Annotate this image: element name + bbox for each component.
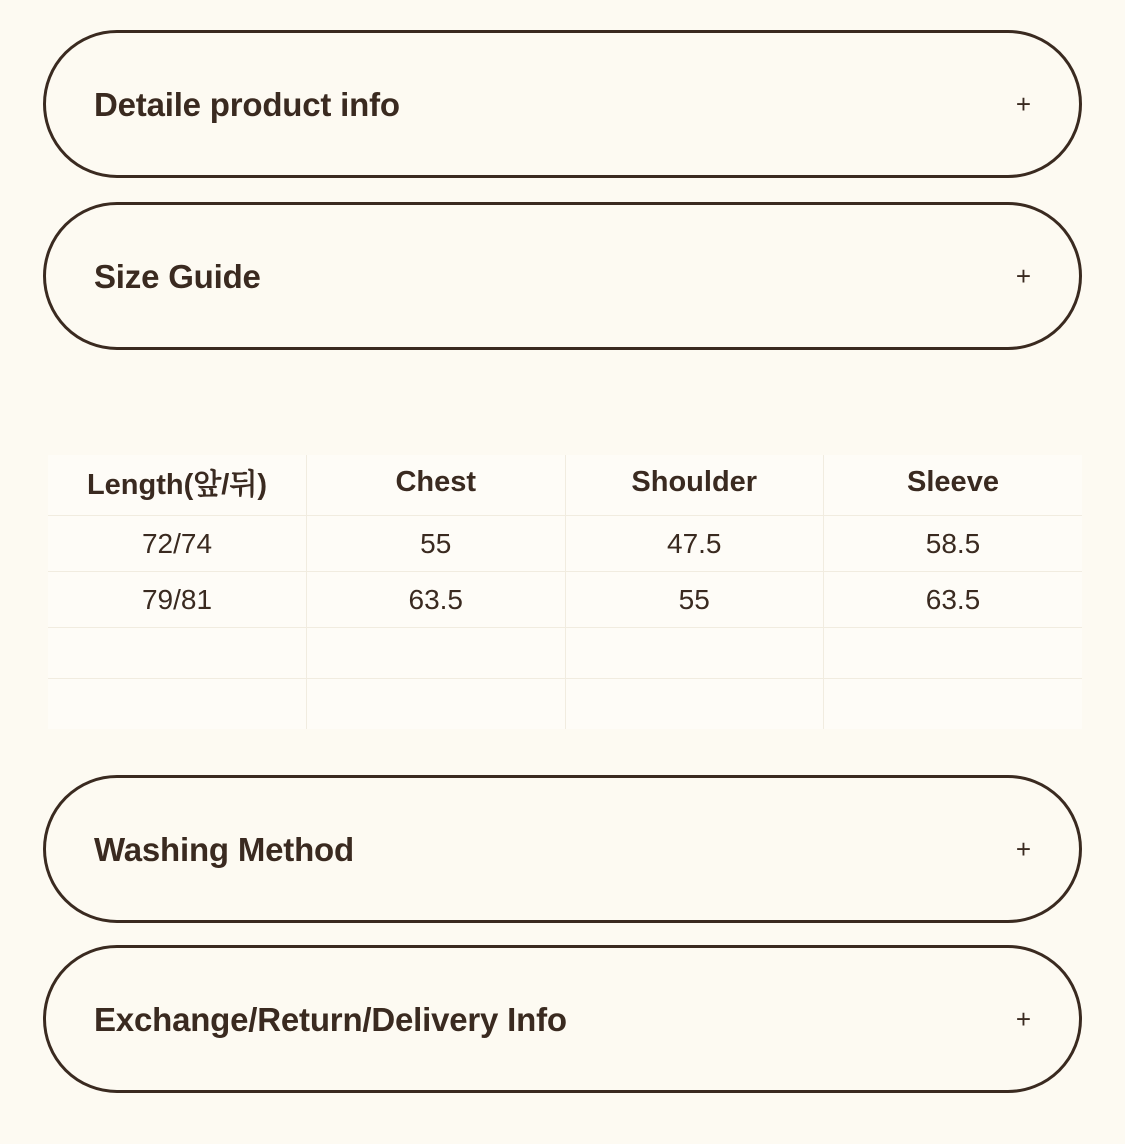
cell-chest (307, 679, 566, 730)
plus-icon[interactable]: + (1015, 89, 1031, 119)
cell-chest (307, 628, 566, 679)
plus-icon[interactable]: + (1015, 261, 1031, 291)
table-header-row (48, 455, 1082, 516)
column-header-sleeve: Sleeve (824, 455, 1083, 516)
plus-icon[interactable]: + (1015, 834, 1031, 864)
cell-sleeve (824, 679, 1083, 730)
accordion-label-size-guide: Size Guide (94, 257, 261, 295)
accordion-label-exchange-return-delivery-info: Exchange/Return/Delivery Info (94, 1000, 567, 1038)
accordion-label-detail-product-info: Detaile product info (94, 85, 400, 123)
cell-length: 79/81 (48, 572, 307, 628)
cell-sleeve (824, 628, 1083, 679)
table-row (48, 628, 1082, 679)
accordion-washing-method[interactable] (43, 775, 1082, 923)
cell-shoulder: 55 (565, 572, 824, 628)
cell-sleeve: 63.5 (824, 572, 1083, 628)
accordion-size-guide[interactable] (43, 202, 1082, 350)
table-row (48, 572, 1082, 628)
cell-length: 72/74 (48, 516, 307, 572)
accordion-exchange-return-delivery-info[interactable] (43, 945, 1082, 1093)
table-row (48, 679, 1082, 730)
cell-sleeve: 58.5 (824, 516, 1083, 572)
column-header-chest: Chest (307, 455, 566, 516)
accordion-detail-product-info[interactable] (43, 30, 1082, 178)
column-header-shoulder: Shoulder (565, 455, 824, 516)
cell-length (48, 628, 307, 679)
cell-shoulder (565, 628, 824, 679)
cell-chest: 63.5 (307, 572, 566, 628)
cell-length (48, 679, 307, 730)
size-guide-table (48, 455, 1082, 729)
column-header-length: Length(앞/뒤) (48, 455, 307, 516)
size-guide-table-wrapper (48, 455, 1082, 729)
table-row (48, 516, 1082, 572)
cell-shoulder (565, 679, 824, 730)
plus-icon[interactable]: + (1015, 1004, 1031, 1034)
cell-chest: 55 (307, 516, 566, 572)
cell-shoulder: 47.5 (565, 516, 824, 572)
accordion-label-washing-method: Washing Method (94, 830, 354, 868)
